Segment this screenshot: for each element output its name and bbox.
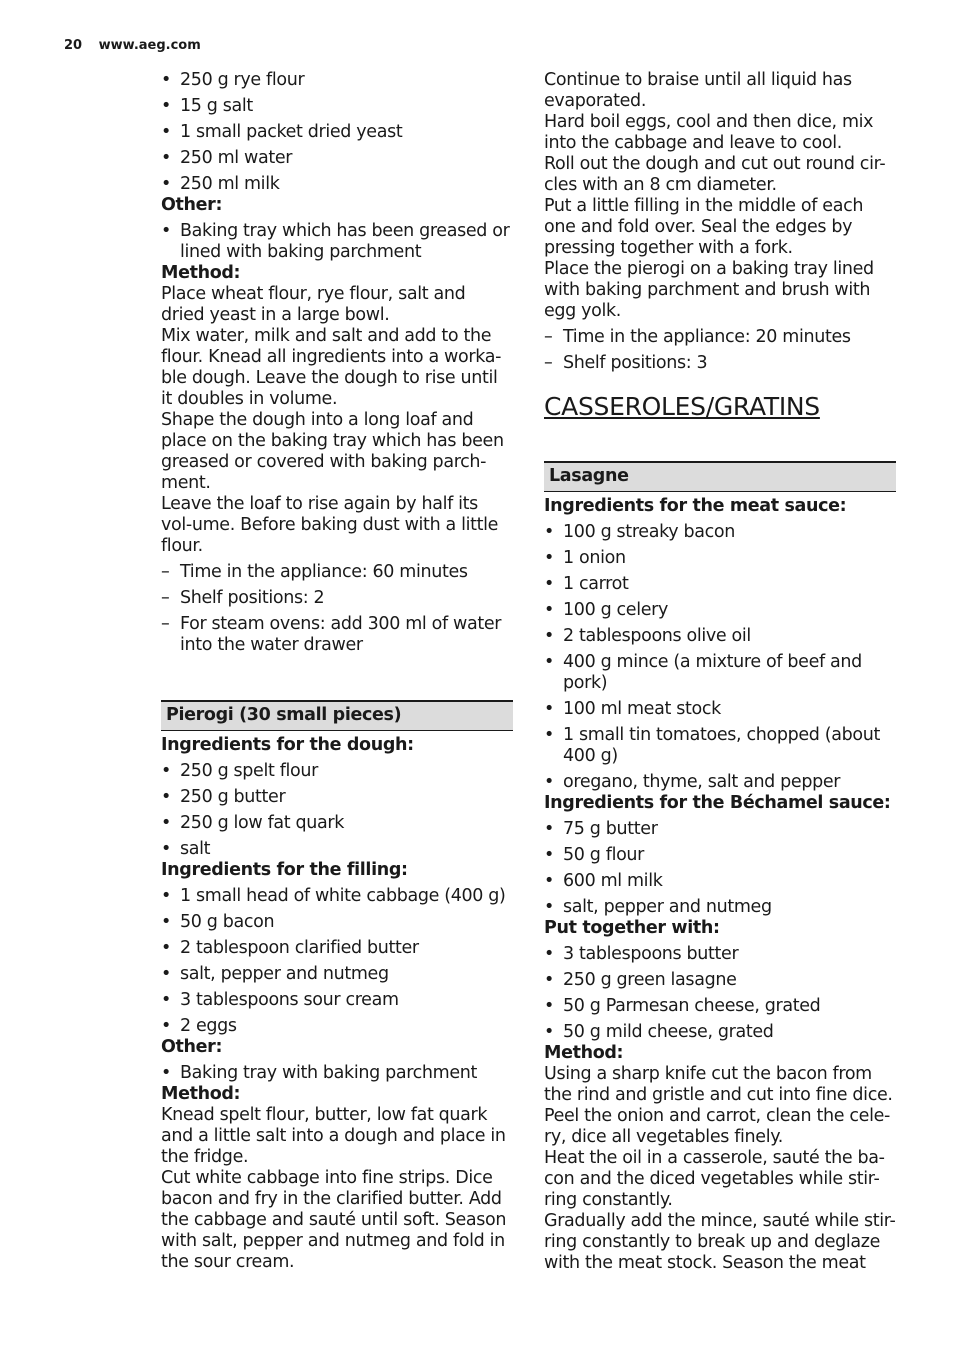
list-item: • 1 small tin tomatoes, chopped (about 400 g) — [544, 725, 896, 767]
continued-notes-list — [544, 327, 896, 374]
list-item: • 250 g low fat quark — [161, 813, 513, 834]
list-item: – Time in the appliance: 20 minutes — [544, 327, 896, 348]
method-paragraph: Knead spelt flour, butter, low fat quark and a little salt into a dough and place in the fridge. — [161, 1105, 506, 1167]
method-paragraph: Place wheat flour, rye flour, salt and dried yeast in a large bowl. — [161, 284, 466, 325]
dough-list — [161, 761, 513, 860]
method-notes-list — [161, 562, 513, 656]
bechamel-label: Ingredients for the Béchamel sauce: — [544, 793, 891, 813]
site-url: www.aeg.com — [98, 38, 201, 53]
pierogi-other-list — [161, 1063, 513, 1084]
other-list — [161, 221, 513, 263]
list-item: • oregano, thyme, salt and pepper — [544, 772, 896, 793]
rye-bread-ingredients-list — [161, 70, 513, 195]
list-item: • 250 ml milk — [161, 174, 513, 195]
lasagne-method-label: Method: — [544, 1043, 624, 1063]
list-item: • 2 tablespoon clarified butter — [161, 938, 513, 959]
list-item: – Time in the appliance: 60 minutes — [161, 562, 513, 583]
list-item: • salt, pepper and nutmeg — [161, 964, 513, 985]
list-item: • 50 g Parmesan cheese, grated — [544, 996, 896, 1017]
list-item: • 250 g green lasagne — [544, 970, 896, 991]
list-item: • 1 small head of white cabbage (400 g) — [161, 886, 513, 907]
page-header — [64, 38, 201, 53]
method-paragraph: Shape the dough into a long loaf and place on the baking tray which has been greased or covered with baking parch-ment. — [161, 410, 504, 493]
list-item: • Baking tray with baking parchment — [161, 1063, 513, 1084]
put-together-label: Put together with: — [544, 918, 720, 938]
method-paragraph: Leave the loaf to rise again by half its vol-ume. Before baking dust with a little flour. — [161, 494, 499, 556]
list-item: • 15 g salt — [161, 96, 513, 117]
right-column — [544, 70, 896, 1274]
list-item: • Baking tray which has been greased or lined with baking parchment — [161, 221, 513, 263]
lasagne-title: Lasagne — [544, 461, 896, 492]
list-item: • 250 g spelt flour — [161, 761, 513, 782]
list-item: • 50 g bacon — [161, 912, 513, 933]
method-paragraph: Heat the oil in a casserole, sauté the ba-con and the diced vegetables while stir-ring constantly. — [544, 1148, 885, 1210]
method-paragraph: Cut white cabbage into fine strips. Dice bacon and fry in the clarified butter. Add the cabbage and sauté until soft. Season with salt, pepper and nutmeg and fold in the sour cream. — [161, 1168, 507, 1272]
list-item: • 1 onion — [544, 548, 896, 569]
continued-paragraph: Hard boil eggs, cool and then dice, mix into the cabbage and leave to cool. — [544, 112, 874, 153]
list-item: • 250 g butter — [161, 787, 513, 808]
list-item: • 2 tablespoons olive oil — [544, 626, 896, 647]
continued-paragraph: Roll out the dough and cut out round cir-cles with an 8 cm diameter. — [544, 154, 886, 195]
list-item: • 250 ml water — [161, 148, 513, 169]
pierogi-title: Pierogi (30 small pieces) — [161, 700, 513, 731]
bechamel-list — [544, 819, 896, 918]
list-item: • 2 eggs — [161, 1016, 513, 1037]
method-paragraph: Using a sharp knife cut the bacon from the rind and gristle and cut into fine dice. — [544, 1064, 893, 1105]
continued-paragraph: Continue to braise until all liquid has evaporated. — [544, 70, 852, 111]
list-item: • 400 g mince (a mixture of beef and pork) — [544, 652, 896, 694]
pierogi-other-label: Other: — [161, 1037, 223, 1057]
method-label: Method: — [161, 263, 241, 283]
list-item: • salt — [161, 839, 513, 860]
other-label: Other: — [161, 195, 223, 215]
list-item: • 250 g rye flour — [161, 70, 513, 91]
method-paragraph: Peel the onion and carrot, clean the cele-ry, dice all vegetables finely. — [544, 1106, 890, 1147]
dough-label: Ingredients for the dough: — [161, 735, 414, 755]
list-item: • 1 small packet dried yeast — [161, 122, 513, 143]
list-item: • 600 ml milk — [544, 871, 896, 892]
put-together-list — [544, 944, 896, 1043]
list-item: • 75 g butter — [544, 819, 896, 840]
section-heading: CASSEROLES/GRATINS — [544, 392, 820, 421]
page-number: 20 — [64, 38, 83, 53]
method-paragraph: Mix water, milk and salt and add to the flour. Knead all ingredients into a worka-ble dough. Leave the dough to rise until it doubles in volume. — [161, 326, 502, 409]
filling-list — [161, 886, 513, 1037]
continued-paragraph: Place the pierogi on a baking tray lined with baking parchment and brush with egg yolk. — [544, 259, 874, 321]
pierogi-method-label: Method: — [161, 1084, 241, 1104]
list-item: • 50 g flour — [544, 845, 896, 866]
list-item: • 3 tablespoons butter — [544, 944, 896, 965]
list-item: – For steam ovens: add 300 ml of water into the water drawer — [161, 614, 513, 656]
list-item: – Shelf positions: 2 — [161, 588, 513, 609]
list-item: • 1 carrot — [544, 574, 896, 595]
method-paragraph: Gradually add the mince, sauté while stir-ring constantly to break up and deglaze with the meat stock. Season the meat — [544, 1211, 896, 1273]
continued-paragraph: Put a little filling in the middle of each one and fold over. Seal the edges by pressing together with a fork. — [544, 196, 864, 258]
list-item: – Shelf positions: 3 — [544, 353, 896, 374]
list-item: • salt, pepper and nutmeg — [544, 897, 896, 918]
meat-sauce-list — [544, 522, 896, 793]
list-item: • 100 g streaky bacon — [544, 522, 896, 543]
filling-label: Ingredients for the filling: — [161, 860, 408, 880]
list-item: • 3 tablespoons sour cream — [161, 990, 513, 1011]
list-item: • 100 g celery — [544, 600, 896, 621]
list-item: • 100 ml meat stock — [544, 699, 896, 720]
list-item: • 50 g mild cheese, grated — [544, 1022, 896, 1043]
meat-sauce-label: Ingredients for the meat sauce: — [544, 496, 847, 516]
left-column — [161, 70, 513, 1273]
